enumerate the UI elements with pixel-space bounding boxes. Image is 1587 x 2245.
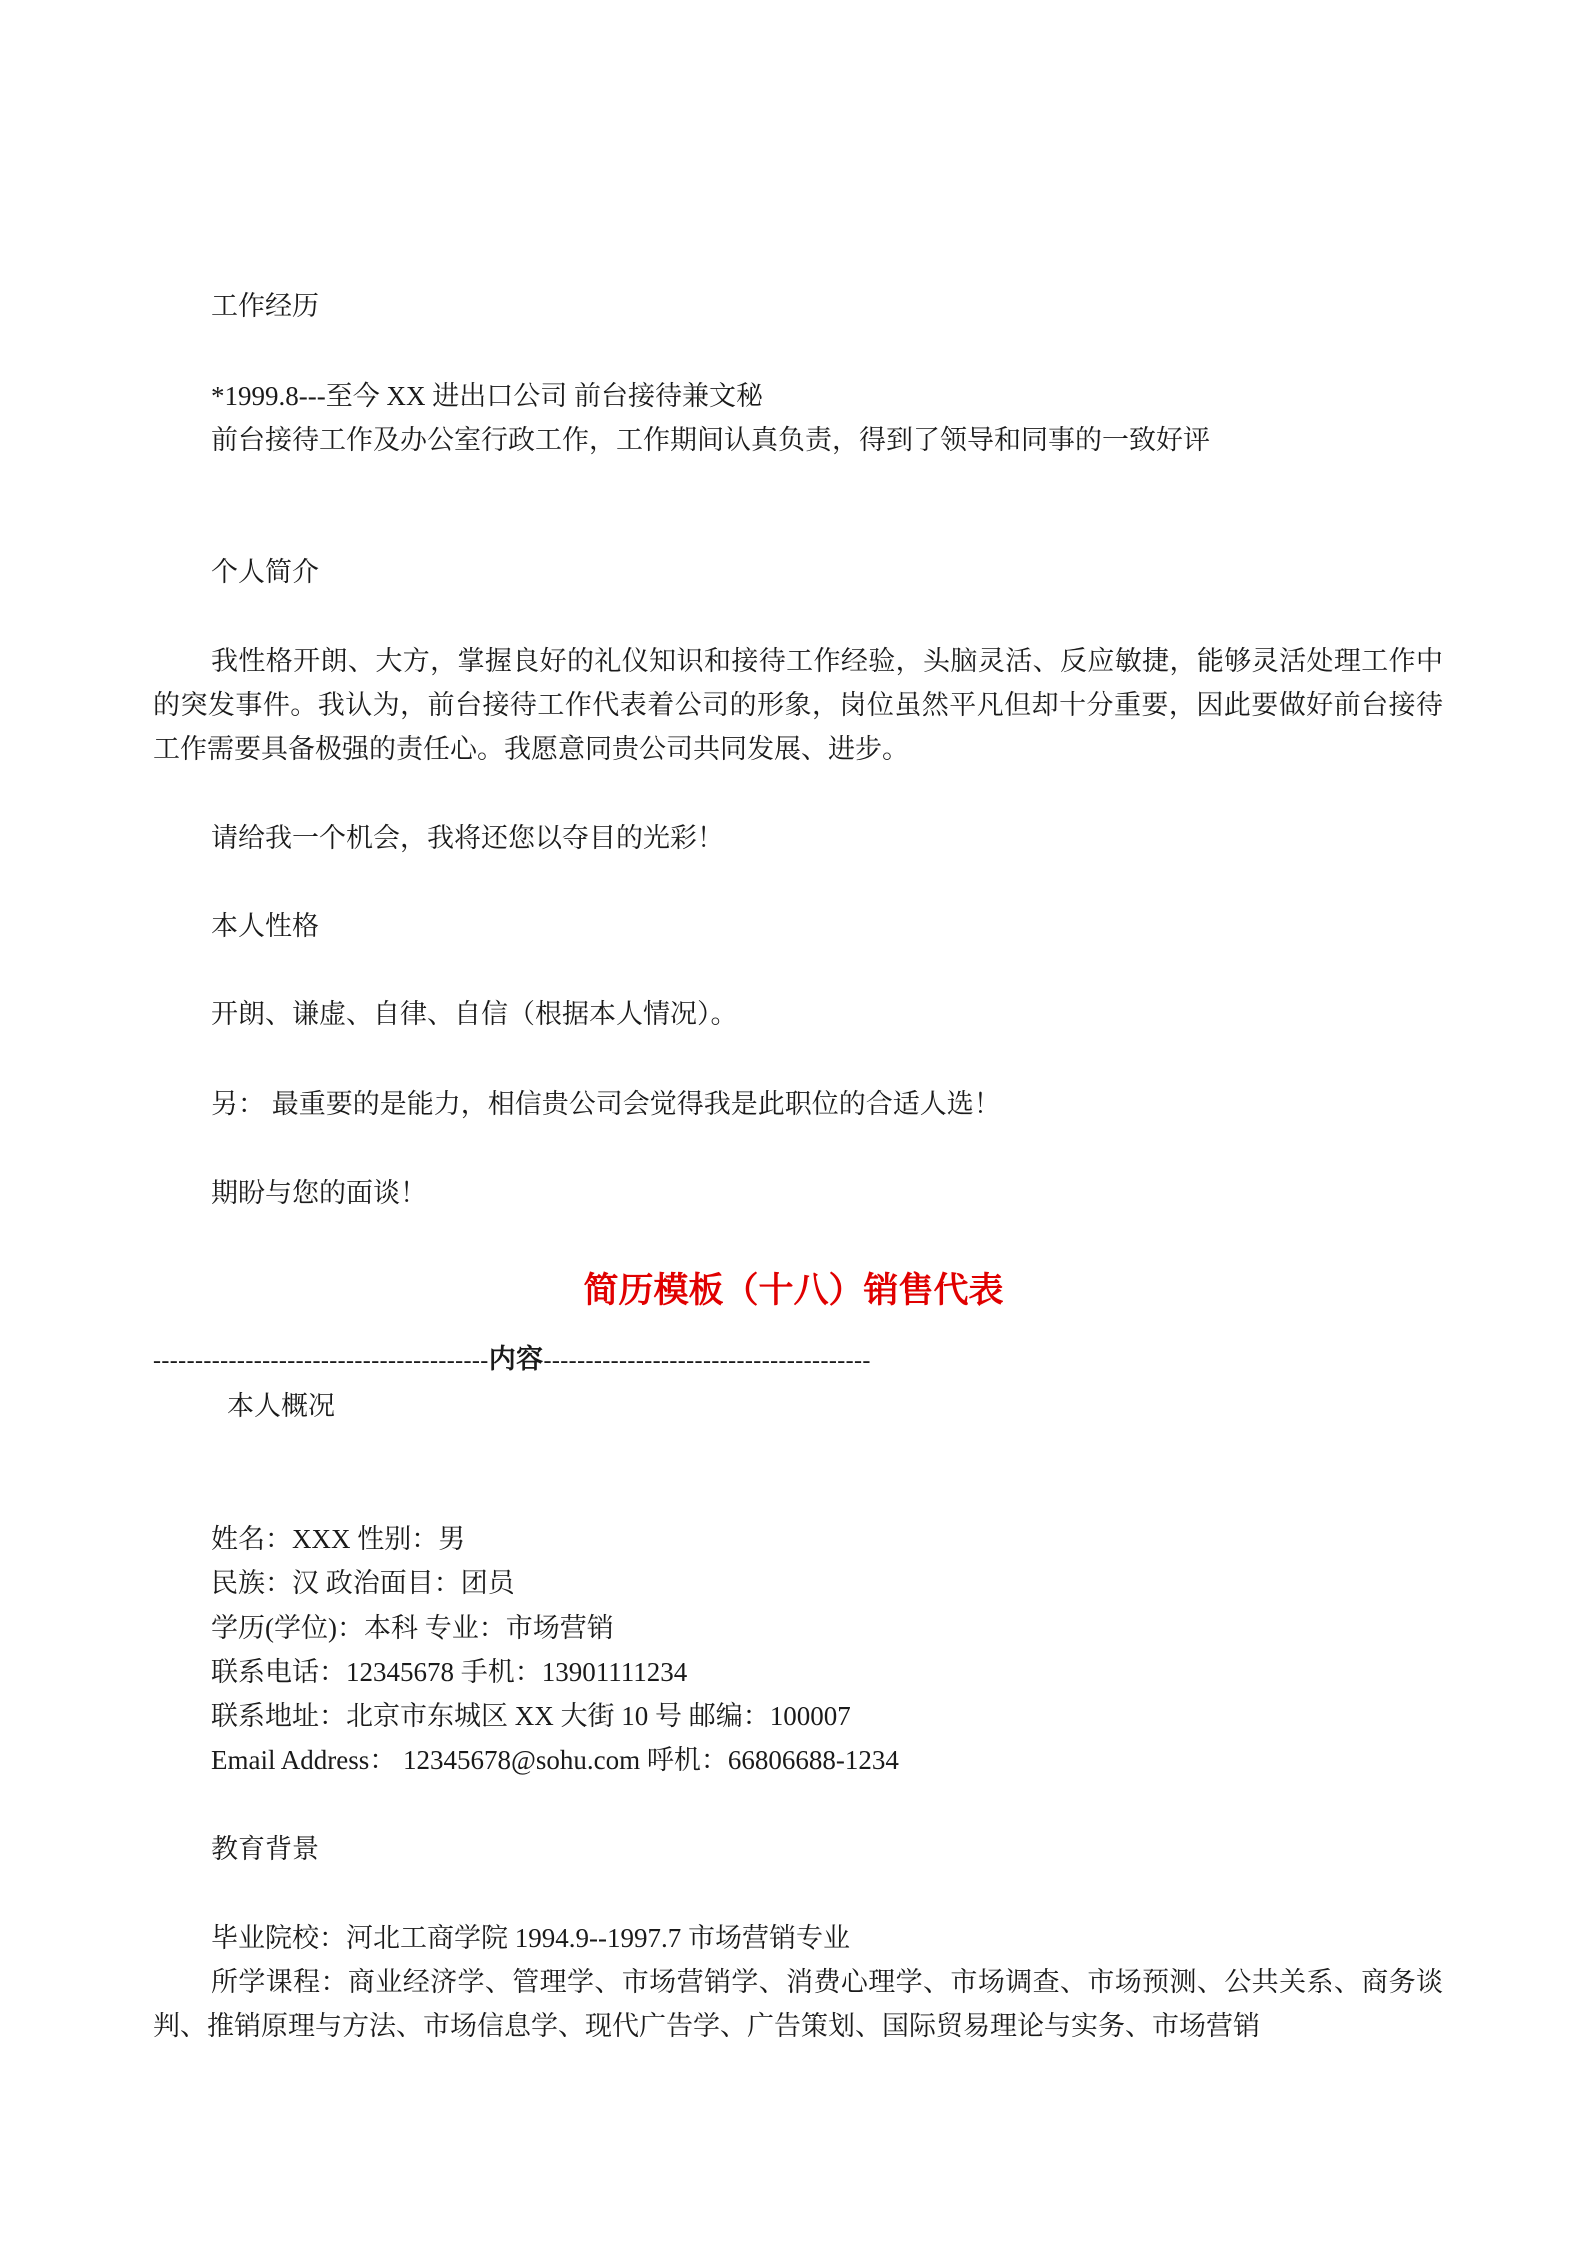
education-school: 毕业院校：河北工商学院 1994.9--1997.7 市场营销专业 (211, 1923, 850, 1953)
education-heading: 教育背景 (211, 1834, 319, 1864)
farewell-line: 期盼与您的面谈！ (211, 1178, 427, 1208)
profile-heading: 个人简介 (211, 557, 319, 587)
personality-heading: 本人性格 (211, 911, 319, 941)
personality-extra: 另： 最重要的是能力，相信贵公司会觉得我是此职位的合适人选！ (211, 1089, 1001, 1119)
content-divider (153, 1341, 871, 1379)
info-line-degree: 学历(学位)：本科 专业：市场营销 (211, 1613, 614, 1643)
divider-word: 内容 (488, 1344, 544, 1374)
overview-heading: 本人概况 (227, 1391, 335, 1421)
personality-traits: 开朗、谦虚、自律、自信（根据本人情况）。 (211, 999, 738, 1029)
education-courses: 所学课程：商业经济学、管理学、市场营销学、消费心理学、市场调查、市场预测、公共关系、商务谈判、推销原理与方法、市场信息学、现代广告学、广告策划、国际贸易理论与实务、市场营销 (153, 1967, 1443, 2041)
work-entry-description: 前台接待工作及办公室行政工作，工作期间认真负责，得到了领导和同事的一致好评 (211, 425, 1210, 455)
info-line-name: 姓名：XXX 性别：男 (211, 1524, 466, 1554)
info-line-address: 联系地址：北京市东城区 XX 大街 10 号 邮编：100007 (211, 1701, 851, 1731)
divider-right-dashes: --------------------------------------- (543, 1348, 871, 1374)
template-title: 简历模板（十八）销售代表 (583, 1271, 1004, 1310)
info-line-ethnicity: 民族：汉 政治面目：团员 (211, 1568, 515, 1598)
divider-left-dashes: ---------------------------------------- (153, 1348, 489, 1374)
info-line-email: Email Address： 12345678@sohu.com 呼机：66806688-1234 (211, 1745, 899, 1775)
profile-closing: 请给我一个机会，我将还您以夺目的光彩！ (211, 823, 724, 853)
work-entry-line: *1999.8---至今 XX 进出口公司 前台接待兼文秘 (211, 381, 763, 411)
work-experience-heading: 工作经历 (211, 291, 319, 321)
info-line-phone: 联系电话：12345678 手机：13901111234 (211, 1657, 688, 1687)
profile-paragraph: 我性格开朗、大方，掌握良好的礼仪知识和接待工作经验，头脑灵活、反应敏捷，能够灵活处理工作中的突发事件。我认为，前台接待工作代表着公司的形象，岗位虽然平凡但却十分重要，因此要做好前台接待工作需要具备极强的责任心。我愿意同贵公司共同发展、进步。 (153, 646, 1443, 764)
